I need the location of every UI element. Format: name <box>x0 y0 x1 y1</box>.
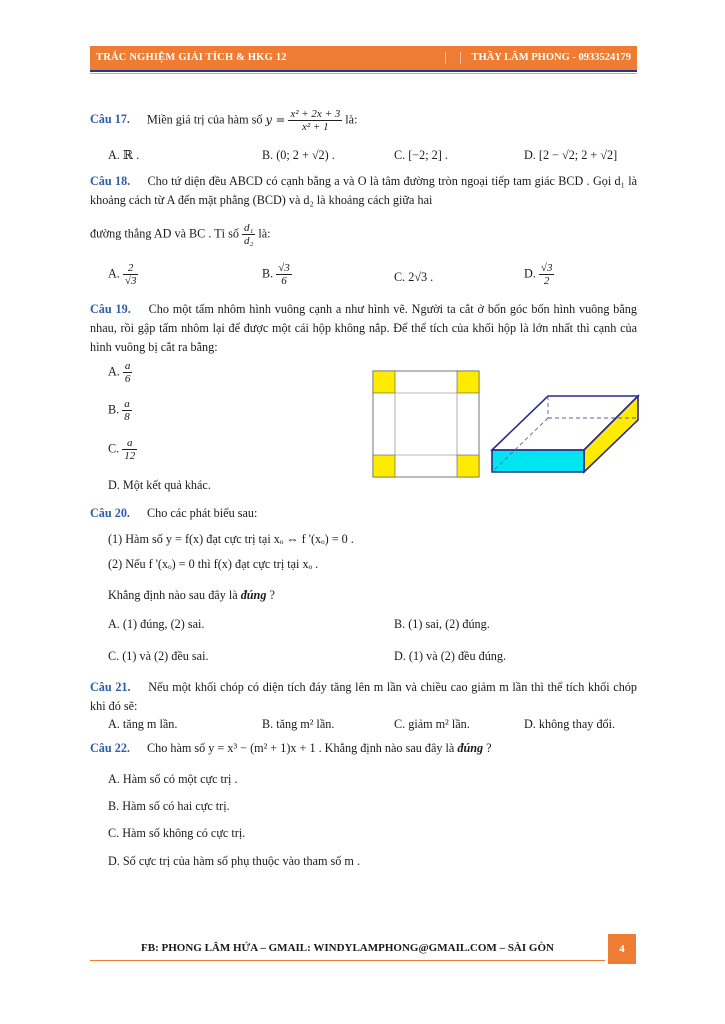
sheet-figure <box>370 368 482 480</box>
question-17-suffix: là: <box>345 112 358 127</box>
question-17-func-lhs: y = <box>265 112 286 127</box>
footer-rule <box>90 960 605 961</box>
question-19-label: Câu 19. <box>90 302 131 316</box>
header-author: THẦY LÂM PHONG - 0933524179 <box>471 52 631 63</box>
q19-option-b-frac <box>122 398 132 423</box>
box-front-face <box>492 450 584 472</box>
corner-square-br <box>457 455 479 477</box>
q20-option-a[interactable]: A. (1) đúng, (2) sai. <box>108 617 205 631</box>
q19-option-a-frac <box>123 360 133 385</box>
q17-option-c[interactable]: C. [−2; 2] . <box>394 148 448 162</box>
q22-option-c[interactable]: C. Hàm số không có cực trị. <box>108 826 246 840</box>
question-18-ratio-num: d₁ <box>243 222 254 234</box>
q22-option-a[interactable]: A. Hàm số có một cực trị . <box>108 772 238 786</box>
q18-option-a[interactable] <box>108 262 138 287</box>
q20-ask-mark: ? <box>269 588 275 602</box>
q18-option-c[interactable]: C. 2√3 . <box>394 270 434 284</box>
q19-option-c-den: 12 <box>124 450 136 462</box>
q20-statement-2: (2) Nếu f '(xₒ) = 0 thì f(x) đạt cực trị tại xₒ . <box>108 557 319 571</box>
question-18-text: Cho tứ diện đều ABCD có cạnh bằng a và O là tâm đường tròn ngoại tiếp tam giác BCD . Gọi d₁ là khoảng cách từ A đến mặt phẳng (BCD) và d₂ là khoảng cách giữa hai <box>90 174 637 207</box>
corner-square-tl <box>373 371 395 393</box>
q20-statement-1: (1) Hàm số y = f(x) đạt cực trị tại xₒ ⇔ f '(xₒ) = 0 . <box>108 532 354 546</box>
question-17-numerator: x² + 2x + 3 <box>290 108 341 120</box>
q19-option-a-num: a <box>124 360 131 372</box>
question-22 <box>90 739 637 758</box>
q18-option-a-num: 2 <box>123 262 139 275</box>
question-21 <box>90 678 637 716</box>
question-19 <box>90 300 637 357</box>
q18-option-a-den: √3 <box>124 275 137 287</box>
q20-option-b[interactable]: B. (1) sai, (2) đúng. <box>394 617 490 631</box>
q20-ask <box>108 586 275 604</box>
question-22-mark: ? <box>486 741 492 755</box>
question-17-fraction <box>288 108 342 133</box>
question-22-emphasis: đúng <box>457 741 484 755</box>
q17-option-b[interactable]: B. (0; 2 + √2) . <box>262 148 335 162</box>
q19-option-a-den: 6 <box>124 373 131 385</box>
q22-option-d[interactable]: D. Số cực trị của hàm số phụ thuộc vào tham số m . <box>108 854 361 868</box>
question-18-ratio <box>242 222 255 247</box>
q21-option-a[interactable]: A. tăng m lần. <box>108 717 178 731</box>
q19-option-c-frac <box>122 437 137 462</box>
q20-option-d[interactable]: D. (1) và (2) đều đúng. <box>394 649 507 663</box>
q19-option-b-prefix: B. <box>108 402 120 417</box>
page-footer: FB: PHONG LÂM HỨA – GMAIL: WINDYLAMPHONG@GMAIL.COM – SÀI GÒN <box>141 942 554 954</box>
question-18-suffix: là: <box>258 226 271 241</box>
q18-option-a-prefix: A. <box>108 266 120 281</box>
q21-option-c[interactable]: C. giảm m² lần. <box>394 717 470 731</box>
box-right-side <box>584 396 638 472</box>
question-17 <box>90 108 637 133</box>
question-17-text: Miền giá trị của hàm số <box>147 112 263 127</box>
q18-option-b-num: √3 <box>278 262 290 274</box>
q19-option-d[interactable]: D. Một kết quả khác. <box>108 478 211 492</box>
question-18-label: Câu 18. <box>90 174 131 188</box>
q18-option-b[interactable] <box>262 262 292 287</box>
question-20 <box>90 504 637 523</box>
header-rule <box>90 70 637 72</box>
header-divider <box>445 52 461 64</box>
q21-option-b[interactable]: B. tăng m² lần. <box>262 717 335 731</box>
q18-option-d-den: 2 <box>543 275 550 287</box>
q18-option-d-num: √3 <box>540 262 553 274</box>
q21-option-d[interactable]: D. không thay đổi. <box>524 717 616 731</box>
q22-option-b[interactable]: B. Hàm số có hai cực trị. <box>108 799 230 813</box>
question-22-label: Câu 22. <box>90 741 130 755</box>
q18-option-b-prefix: B. <box>262 266 274 281</box>
question-18 <box>90 172 637 210</box>
q18-option-d[interactable] <box>524 262 554 287</box>
q20-ask-emphasis: đúng <box>240 588 267 602</box>
corner-square-bl <box>373 455 395 477</box>
q19-option-b[interactable] <box>108 398 132 423</box>
page-header <box>90 46 637 70</box>
q19-option-b-den: 8 <box>124 411 130 423</box>
q19-option-c-num: a <box>122 437 137 450</box>
q19-option-a[interactable] <box>108 360 132 385</box>
q18-option-d-prefix: D. <box>524 266 536 281</box>
question-20-label: Câu 20. <box>90 506 130 520</box>
q19-option-c[interactable] <box>108 437 137 462</box>
question-18-line2 <box>90 222 637 247</box>
question-20-intro: Cho các phát biểu sau: <box>147 506 258 520</box>
question-22-text: Cho hàm số y = x³ − (m² + 1)x + 1 . Khẳng định nào sau đây là <box>147 741 455 755</box>
question-21-label: Câu 21. <box>90 680 131 694</box>
q18-option-b-frac <box>276 262 292 287</box>
corner-square-tr <box>457 371 479 393</box>
q17-option-d[interactable]: D. [2 − √2; 2 + √2] <box>524 148 618 162</box>
question-17-denominator: x² + 1 <box>301 121 329 133</box>
q18-option-b-den: 6 <box>281 275 287 287</box>
q20-option-c[interactable]: C. (1) và (2) đều sai. <box>108 649 209 663</box>
q17-option-a[interactable]: A. ℝ . <box>108 148 140 162</box>
q19-option-a-prefix: A. <box>108 364 120 379</box>
header-rule-accent <box>90 73 637 74</box>
q18-option-d-frac <box>539 262 555 287</box>
question-18-text2: đường thẳng AD và BC . Tỉ số <box>90 226 239 241</box>
q19-option-b-num: a <box>124 398 130 410</box>
page-number: 4 <box>608 934 636 964</box>
question-17-label: Câu 17. <box>90 112 130 127</box>
box-figure <box>488 392 640 478</box>
question-18-ratio-den: d₂ <box>243 235 254 247</box>
question-21-text: Nếu một khối chóp có diện tích đáy tăng lên m lần và chiều cao giảm m lần thì thể tích khối chóp khi đó sẽ: <box>90 680 637 713</box>
question-19-text: Cho một tấm nhôm hình vuông cạnh a như hình vẽ. Người ta cắt ở bốn góc bốn hình vuông bằng nhau, rồi gập tấm nhôm lại để được một cái hộp không nắp. Để thể tích của khối hộp là lớn nhất thì cạnh của hình vuông bị cắt ra bằng: <box>90 302 637 354</box>
header-title: TRẮC NGHIỆM GIẢI TÍCH & HKG 12 <box>96 52 287 63</box>
q20-ask-text: Khẳng định nào sau đây là <box>108 588 238 602</box>
q19-option-c-prefix: C. <box>108 441 120 456</box>
q18-option-a-frac <box>123 262 139 287</box>
